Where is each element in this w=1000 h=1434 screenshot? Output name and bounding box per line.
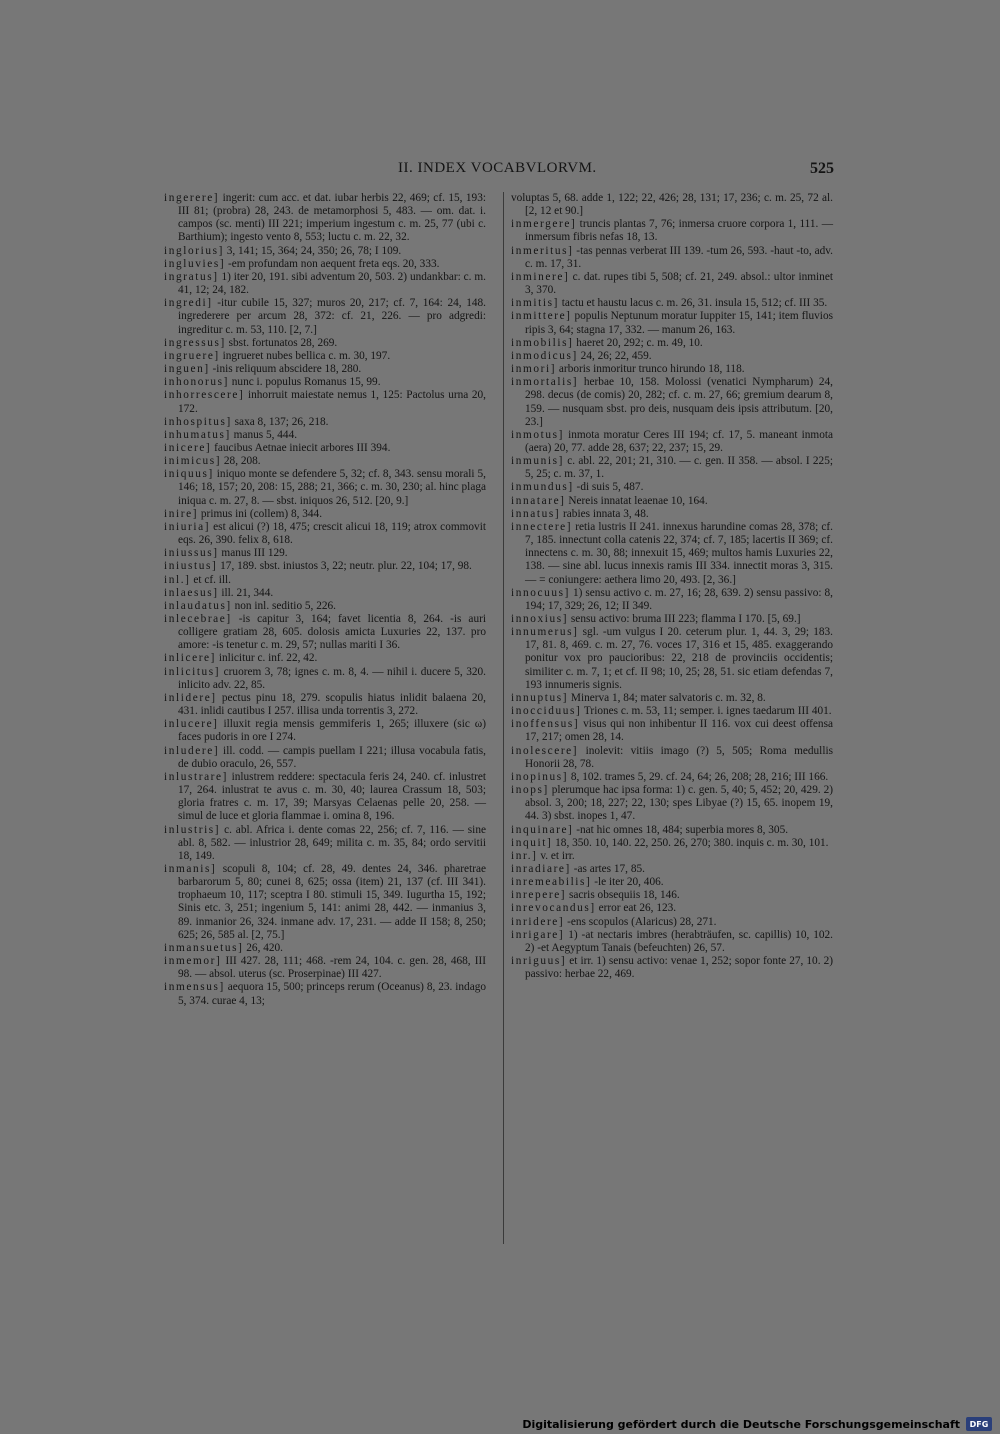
index-entry (164, 363, 486, 376)
entry-lemma: inlustrare] (164, 770, 229, 783)
entry-text: inmota moratur Ceres III 194; cf. 17, 5. maneant inmota (aera) 20, 77. adde 28, 637; 22, 237; 15, 29. (525, 428, 833, 454)
entry-lemma: inhospitus] (164, 415, 232, 428)
index-entry (164, 468, 486, 507)
index-entry (164, 863, 486, 942)
entry-text: ingrueret nubes bellica c. m. 30, 197. (219, 349, 391, 362)
entry-lemma: inrepere] (511, 889, 567, 902)
entry-text: visus qui non inhibentur II 116. vox cui deest offensa 17, 217; omen 28, 14. (525, 718, 833, 744)
entry-lemma: inrigare] (511, 928, 565, 941)
entry-text: primus ini (collem) 8, 344. (198, 507, 323, 520)
index-entry (164, 771, 486, 824)
entry-text: inolevit: vitiis imago (?) 5, 505; Roma medullis Honorii 28, 78. (525, 744, 833, 770)
entry-lemma: iniussus] (164, 547, 219, 560)
index-entry (511, 310, 833, 336)
entry-lemma: innatus] (511, 507, 561, 520)
entry-lemma: inquinare] (511, 823, 574, 836)
entry-text: 8, 102. trames 5, 29. cf. 24, 64; 26, 208; 28, 216; III 166. (568, 770, 829, 783)
entry-text: ill. codd. — campis puellam I 221; illusa vocabula fatis, de dubio oraculo, 26, 557. (178, 744, 486, 770)
entry-lemma: inocciduus] (511, 705, 582, 718)
entry-text: inlustrem reddere: spectacula feris 24, 240. cf. inlustret 17, 264. inlustrat te avus c. m. 30, 40; laurea Crassum 18, 503; gloria fratres c. m. 17, 39; Marsyas Celaenas pelle 20, 258. — simul de luce et gloria flammae i. omina 8, 196. (178, 770, 486, 823)
index-entry (164, 337, 486, 350)
entry-text: sbst. fortunatos 28, 269. (225, 336, 338, 349)
entry-text: inhorruit maiestate nemus 1, 125: Pactolus urna 20, 172. (178, 389, 486, 415)
index-entry (511, 337, 833, 350)
entry-text: manus 5, 444. (230, 428, 298, 441)
entry-text: iniquo monte se defendere 5, 32; cf. 8, 343. sensu morali 5, 146; 18, 157; 20, 208: 15, 288; 21, 366; c. m. 30, 230; al. hinc plaga iniqua c. m. 27, 8. — sbst. iniquos 26, 512. [20, 9.] (178, 468, 486, 507)
entry-text: -itur cubile 15, 327; muros 20, 217; cf. 7, 164: 24, 148. ingrederere per arcum 28, 372: cf. 21, 226. — pro adgredi: ingreditur c. m. 53, 110. [2, 7.] (178, 297, 486, 336)
index-entry (511, 837, 833, 850)
entry-text: error eat 26, 123. (595, 902, 677, 915)
index-entry (511, 363, 833, 376)
entry-lemma: inimicus] (164, 455, 222, 468)
index-entry (511, 863, 833, 876)
column-divider (503, 192, 504, 1244)
index-entry (511, 692, 833, 705)
entry-lemma: innatare] (511, 494, 566, 507)
index-entry (511, 916, 833, 929)
entry-text: -inis reliquum abscidere 18, 280. (209, 363, 362, 376)
entry-lemma: inlicitus] (164, 665, 221, 678)
index-entry (164, 455, 486, 468)
entry-text: 17, 189. sbst. iniustos 3, 22; neutr. plur. 22, 104; 17, 98. (217, 560, 472, 573)
entry-lemma: ingluvies] (164, 257, 226, 270)
footer-credit: Digitalisierung gefördert durch die Deutsche Forschungsgemeinschaft (522, 1417, 960, 1431)
entry-lemma: iniustus] (164, 560, 218, 573)
entry-text: truncis plantas 7, 76; inmersa cruore corpora 1, 111. — inmersum fibris nefas 18, 13. (525, 218, 833, 244)
entry-lemma: inmeritus] (511, 244, 574, 257)
entry-text: -em profundam non aequent freta eqs. 20, 333. (225, 257, 440, 270)
entry-lemma: ingratus] (164, 270, 219, 283)
index-entry (164, 981, 486, 1007)
running-head: II. INDEX VOCABVLORVM. (398, 160, 597, 176)
entry-text: sgl. -um vulgus I 20. ceterum plur. 1, 44. 3, 29; 183. 17, 81. 8, 469. c. m. 27, 76. voces 17, 316 et 15, 485. exaggerando ponitur vox pro paucioribus: 22, 218 de provinciis occidentis; similiter c. m. 7, 1; et cf. II 98; 10, 25; 28, 51. sic etiam defendas 7, 193 innumeris signis. (525, 626, 833, 691)
entry-lemma: inhorrescere] (164, 389, 245, 402)
entry-text: voluptas 5, 68. adde 1, 122; 22, 426; 28, 131; 17, 236; c. m. 25, 72 al. [2, 12 et 90.] (511, 192, 833, 218)
entry-text: cruorem 3, 78; ignes c. m. 8, 4. — nihil i. ducere 5, 320. inlicito adv. 22, 85. (178, 665, 486, 691)
entry-text: 3, 141; 15, 364; 24, 350; 26, 78; I 109. (223, 244, 402, 257)
entry-lemma: inmobilis] (511, 336, 574, 349)
entry-lemma: ingerere] (164, 192, 220, 204)
entry-text: non inl. seditio 5, 226. (231, 599, 336, 612)
entry-text: 1) -at nectaris imbres (herabträufen, sc. capillis) 10, 102. 2) -et Aegyptum Tanais (befeuchten) 26, 57. (525, 928, 833, 954)
entry-text: Nereis innatat leaenae 10, 164. (565, 494, 708, 507)
entry-text: III 427. 28, 111; 468. -rem 24, 104. c. gen. 28, 468, III 98. — absol. uterus (sc. Proserpinae) III 427. (178, 955, 486, 981)
entry-text: pectus pinu 18, 279. scopulis hiatus inlidit balaena 20, 431. inlidi cautibus I 257. illisa unda torrentis 3, 272. (178, 691, 486, 718)
index-entry (511, 521, 833, 587)
entry-lemma: innocuus] (511, 586, 570, 599)
entry-lemma: inl.] (164, 573, 191, 586)
entry-lemma: inmitis] (511, 297, 559, 310)
entry-text: 18, 350. 10, 140. 22, 250. 26, 270; 380. inquis c. m. 30, 101. (552, 836, 829, 849)
entry-lemma: innectere] (511, 520, 573, 533)
index-entry (511, 613, 833, 626)
entry-text: Triones c. m. 53, 11; semper. i. ignes taedarum III 401. (581, 705, 832, 718)
entry-lemma: inludere] (164, 744, 220, 757)
entry-text: sensu activo: bruma III 223; flamma I 170. [5, 69.] (568, 613, 801, 625)
index-entry (511, 376, 833, 429)
entry-lemma: inmunis] (511, 455, 564, 468)
entry-lemma: inlidere] (164, 691, 217, 704)
entry-lemma: inicere] (164, 441, 212, 454)
entry-text: populis Neptunum moratur Iuppiter 15, 141; item fluvios ripis 3, 64; stagna 17, 332. — manum 26, 163. (525, 310, 833, 336)
entry-text: -le iter 20, 406. (591, 876, 664, 889)
entry-text: 28, 208. (221, 455, 261, 468)
entry-text: -tas pennas verberat III 139. -tum 26, 593. -haut -to, adv. c. m. 17, 31. (525, 244, 833, 270)
entry-text: tactu et haustu lacus c. m. 26, 31. insula 15, 512; cf. III 35. (558, 297, 828, 310)
left-column (164, 192, 486, 1008)
index-entry (164, 429, 486, 442)
entry-text: scopuli 8, 104; cf. 28, 49. dentes 24, 346. pharetrae barbarorum 5, 80; cunei 8, 625; ossa (item) 21, 137 (cf. III 341). trophaeum 10, 117; sceptra I 80. stimuli 15, 349. Iugurtha 15, 192; Sinis etc. 3, 251; ingenium 5, 141: animi 28, 442. — inmanius 3, 89. inmanior 26, 324. inmane adv. 17, 231. — adde II 158; 8, 250; 625; 26, 585 al. [2, 75.] (178, 862, 486, 941)
entry-text: plerumque hac ipsa forma: 1) c. gen. 5, 40; 5, 452; 20, 429. 2) absol. 3, 200; 18, 227; 22, 130; spes Libyae (?) 15, 65. inopem 19, 44. 3) sbst. inopes 1, 47. (525, 784, 833, 823)
index-entry (511, 245, 833, 271)
entry-lemma: inmotus] (511, 428, 564, 441)
entry-lemma: inire] (164, 507, 199, 520)
entry-text: ill. 21, 344. (218, 586, 274, 599)
entry-text: -nat hic omnes 18, 484; superbia mores 8, 305. (573, 823, 789, 836)
entry-lemma: inmemor] (164, 955, 222, 968)
entry-text: -ens scopulos (Alaricus) 28, 271. (564, 915, 717, 928)
index-entry (164, 416, 486, 429)
index-entry (164, 692, 486, 718)
index-entry (511, 626, 833, 692)
index-entry (164, 508, 486, 521)
index-entry (164, 613, 486, 652)
entry-text: et irr. 1) sensu activo: venae 1, 252; sopor fonte 27, 10. 2) passivo: herbae 22, 469. (525, 955, 833, 981)
entry-lemma: inlustris] (164, 823, 221, 836)
right-column (511, 192, 833, 981)
index-entry (164, 258, 486, 271)
entry-lemma: inmergere] (511, 218, 577, 231)
entry-lemma: inradiare] (511, 862, 571, 875)
entry-lemma: innoxius] (511, 613, 569, 625)
entry-text: nunc i. populus Romanus 15, 99. (228, 376, 381, 389)
index-entry (164, 271, 486, 297)
entry-text: sacris obsequiis 18, 146. (566, 889, 680, 902)
index-entry (511, 508, 833, 521)
entry-text: inlicitur c. inf. 22, 42. (216, 652, 318, 665)
index-entry (511, 192, 833, 218)
entry-lemma: inlicere] (164, 652, 217, 665)
entry-lemma: inmensus] (164, 981, 225, 994)
page-number: 525 (810, 160, 834, 177)
entry-lemma: inr.] (511, 849, 538, 862)
entry-text: v. et irr. (537, 849, 575, 862)
index-entry (164, 942, 486, 955)
index-entry (511, 824, 833, 837)
entry-lemma: inriguus] (511, 955, 567, 968)
index-entry (164, 560, 486, 573)
entry-lemma: inlaudatus] (164, 599, 232, 612)
index-entry (164, 192, 486, 245)
entry-lemma: inquit] (511, 836, 553, 849)
footer (522, 1417, 992, 1431)
index-entry (164, 600, 486, 613)
entry-lemma: inoffensus] (511, 718, 580, 731)
entry-text: est alicui (?) 18, 475; crescit alicui 18, 119; atrox commovit eqs. 26, 390. felix 8, 618. (178, 520, 486, 547)
index-entry (511, 876, 833, 889)
index-entry (511, 218, 833, 244)
entry-lemma: ingruere] (164, 349, 220, 362)
index-entry (511, 850, 833, 863)
entry-lemma: inlucere] (164, 718, 219, 731)
entry-text: -is capitur 3, 164; favet licentia 8, 264. -is auri colligere gratiam 28, 605. dolosis amicta Luxuries 22, 137. pro amore: -is tenetur c. m. 29, 57; nullas mariti I 36. (178, 613, 486, 652)
entry-text: saxa 8, 137; 26, 218. (231, 415, 329, 428)
index-entry (164, 350, 486, 363)
entry-text: -as artes 17, 85. (570, 862, 645, 875)
entry-text: et cf. ill. (190, 573, 231, 586)
index-entry (511, 784, 833, 823)
entry-lemma: inmodicus] (511, 349, 578, 362)
entry-lemma: inmanis] (164, 862, 217, 875)
index-entry (511, 745, 833, 771)
entry-text: 24, 26; 22, 459. (577, 349, 652, 362)
entry-text: manus III 129. (218, 547, 288, 560)
entry-lemma: inhumatus] (164, 428, 231, 441)
index-entry (511, 902, 833, 915)
entry-lemma: inmundus] (511, 481, 574, 494)
entry-text: aequora 15, 500; princeps rerum (Oceanus) 8, 23. indago 5, 374. curae 4, 13; (178, 981, 486, 1007)
index-entry (164, 376, 486, 389)
index-entry (164, 297, 486, 336)
entry-text: -di suis 5, 487. (573, 481, 644, 494)
entry-text: c. abl. 22, 201; 21, 310. — c. gen. II 358. — absol. I 225; 5, 25; c. m. 37, 1. (525, 455, 833, 481)
index-entry (511, 705, 833, 718)
entry-lemma: inremeabilis] (511, 876, 592, 889)
entry-lemma: inmori] (511, 363, 557, 376)
entry-text: rabies innata 3, 48. (560, 507, 649, 520)
entry-lemma: inlaesus] (164, 586, 219, 599)
entry-lemma: innumerus] (511, 626, 579, 639)
index-entry (511, 429, 833, 455)
index-entry (511, 481, 833, 494)
entry-lemma: inops] (511, 784, 549, 797)
index-entry (164, 745, 486, 771)
index-entry (511, 889, 833, 902)
index-entry (164, 245, 486, 258)
entry-text: c. abl. Africa i. dente comas 22, 256; cf. 7, 116. — sine abl. 8, 582. — inlustrior 28, 649; milita c. m. 35, 84; ordo servitii 18, 149. (178, 823, 486, 862)
index-entry (164, 955, 486, 981)
index-entry (511, 350, 833, 363)
entry-lemma: inglorius] (164, 244, 224, 257)
index-entry (511, 955, 833, 981)
entry-lemma: inmittere] (511, 310, 572, 323)
entry-lemma: inrevocandus] (511, 902, 596, 915)
dfg-logo-icon: DFG (966, 1417, 992, 1431)
index-entry (511, 771, 833, 784)
index-entry (511, 455, 833, 481)
index-entry (511, 718, 833, 744)
entry-text: faucibus Aetnae iniecit arbores III 394. (211, 441, 391, 454)
entry-text: illuxit regia mensis gemmiferis 1, 265; illuxere (sic ω) faces pudoris in ore I 274. (178, 718, 486, 744)
index-entry (164, 718, 486, 744)
entry-lemma: inmansuetus] (164, 941, 244, 954)
entry-lemma: iniquus] (164, 468, 214, 481)
entry-lemma: innuptus] (511, 691, 569, 704)
index-entry (511, 495, 833, 508)
entry-lemma: ingressus] (164, 336, 226, 349)
entry-text: Minerva 1, 84; mater salvatoris c. m. 32, 8. (568, 691, 766, 704)
entry-lemma: inhonorus] (164, 376, 229, 389)
entry-lemma: inmortalis] (511, 376, 579, 389)
index-entry (164, 824, 486, 863)
entry-text: herbae 10, 158. Molossi (venatici Nympharum) 24, 298. decus (de comis) 20, 282; cf. c. m. 27, 66; gremium dearum 8, 159. — nusquam sbst. pro deis, nusquam deis ipsis attributum. [20, 23.] (525, 376, 833, 428)
entry-text: retia lustris II 241. innexus harundine comas 28, 378; cf. 7, 185. innectunt colla catenis 22, 374; cf. 7, 185; lacertis II 369; cf. innectens c. m. 30, 88; innexuit 15, 469; multos hamis Luxuries 22, 138. — sine abl. lucus innexis ramis III 334. innectit moras 3, 315. — = coniungere: aethera limo 20, 493. [2, 36.] (525, 520, 833, 586)
entry-text: haeret 20, 292; c. m. 49, 10. (573, 336, 703, 349)
entry-text: 1) iter 20, 191. sibi adventum 20, 503. 2) undankbar: c. m. 41, 12; 24, 182. (178, 270, 486, 297)
entry-lemma: inridere] (511, 915, 565, 928)
entry-text: c. dat. rupes tibi 5, 508; cf. 21, 249. absol.: ultor inminet 3, 370. (525, 270, 833, 297)
entry-text: 1) sensu activo c. m. 27, 16; 28, 639. 2) sensu passivo: 8, 194; 17, 329; 26, 12; II 349. (525, 586, 833, 612)
entry-lemma: inlecebrae] (164, 613, 232, 625)
index-entry (511, 271, 833, 297)
index-entry (164, 587, 486, 600)
index-entry (164, 521, 486, 547)
entry-lemma: inolescere] (511, 744, 579, 757)
entry-lemma: iniuria] (164, 520, 211, 533)
entry-lemma: inopinus] (511, 770, 569, 783)
index-entry (511, 587, 833, 613)
index-entry (164, 389, 486, 415)
index-entry (164, 652, 486, 665)
index-entry (511, 297, 833, 310)
entry-lemma: ingredi] (164, 297, 213, 310)
entry-lemma: inminere] (511, 270, 570, 283)
index-entry (164, 666, 486, 692)
entry-text: ingerit: cum acc. et dat. iubar herbis 22, 469; cf. 15, 193: III 81; (probra) 28, 243. de metamorphosi 5, 483. — om. dat. i. campos (sc. menti) III 221; imperium ingestum c. m. 25, 77 (ubi c. Barthium); ingesto vento 8, 553; luctu c. m. 22, 32. (178, 192, 486, 244)
entry-lemma: inguen] (164, 363, 210, 376)
index-entry (164, 547, 486, 560)
index-entry (164, 442, 486, 455)
index-entry (164, 574, 486, 587)
entry-text: arboris inmoritur trunco hirundo 18, 118. (556, 363, 745, 376)
index-entry (511, 929, 833, 955)
entry-text: 26, 420. (243, 941, 283, 954)
